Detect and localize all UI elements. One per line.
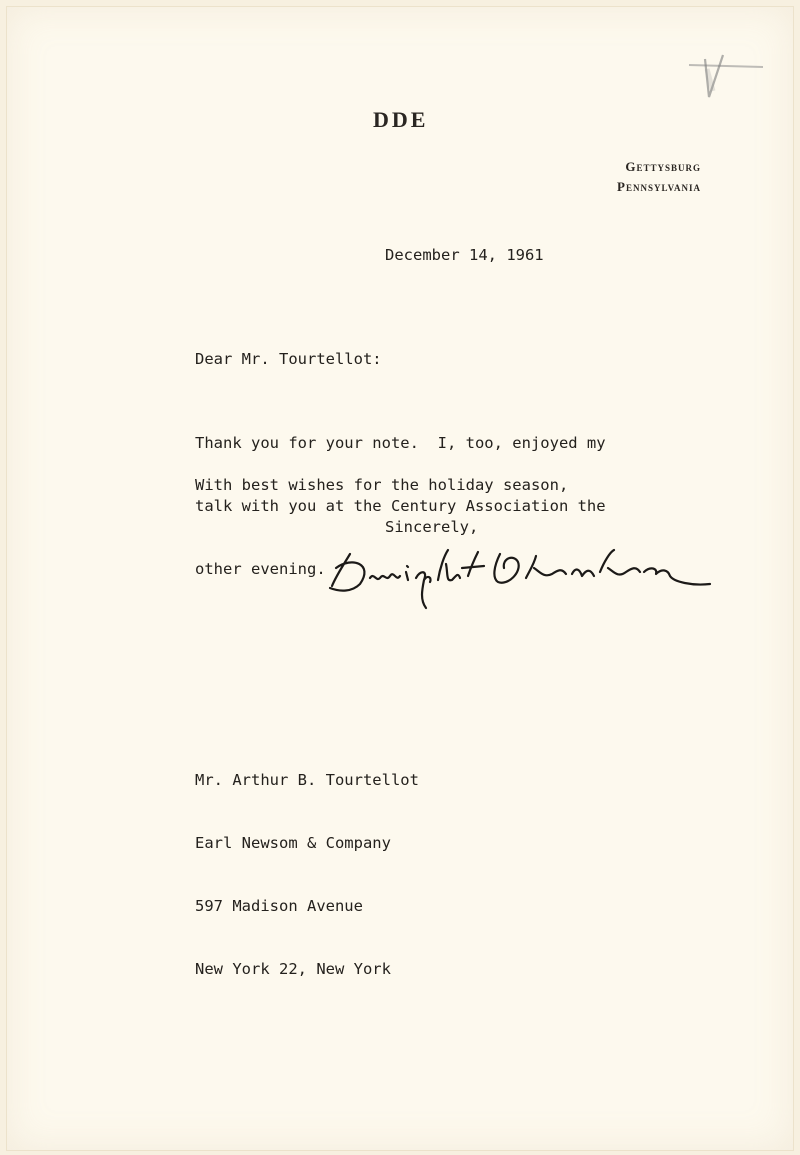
body-paragraph-2: With best wishes for the holiday season, — [195, 476, 569, 494]
closing: Sincerely, — [385, 518, 479, 536]
address-line: Mr. Arthur B. Tourtellot — [195, 771, 419, 789]
address-line: New York 22, New York — [195, 960, 391, 978]
pencil-check-mark — [683, 51, 773, 121]
address-line: Earl Newsom & Company — [195, 834, 391, 852]
salutation: Dear Mr. Tourtellot: — [195, 350, 382, 368]
letter-page — [6, 6, 794, 1151]
letter-date: December 14, 1961 — [385, 246, 544, 264]
address-line: 597 Madison Avenue — [195, 897, 363, 915]
body-line: other evening. — [195, 560, 326, 578]
place-city: Gettysburg — [625, 159, 701, 174]
body-line: talk with you at the Century Association the — [195, 497, 606, 515]
letterhead-monogram: DDE — [373, 107, 429, 132]
recipient-address — [195, 728, 419, 1022]
handwritten-signature — [322, 542, 722, 612]
letterhead-place — [617, 157, 701, 197]
place-state: Pennsylvania — [617, 179, 701, 194]
body-line: Thank you for your note. I, too, enjoyed my — [195, 434, 606, 452]
